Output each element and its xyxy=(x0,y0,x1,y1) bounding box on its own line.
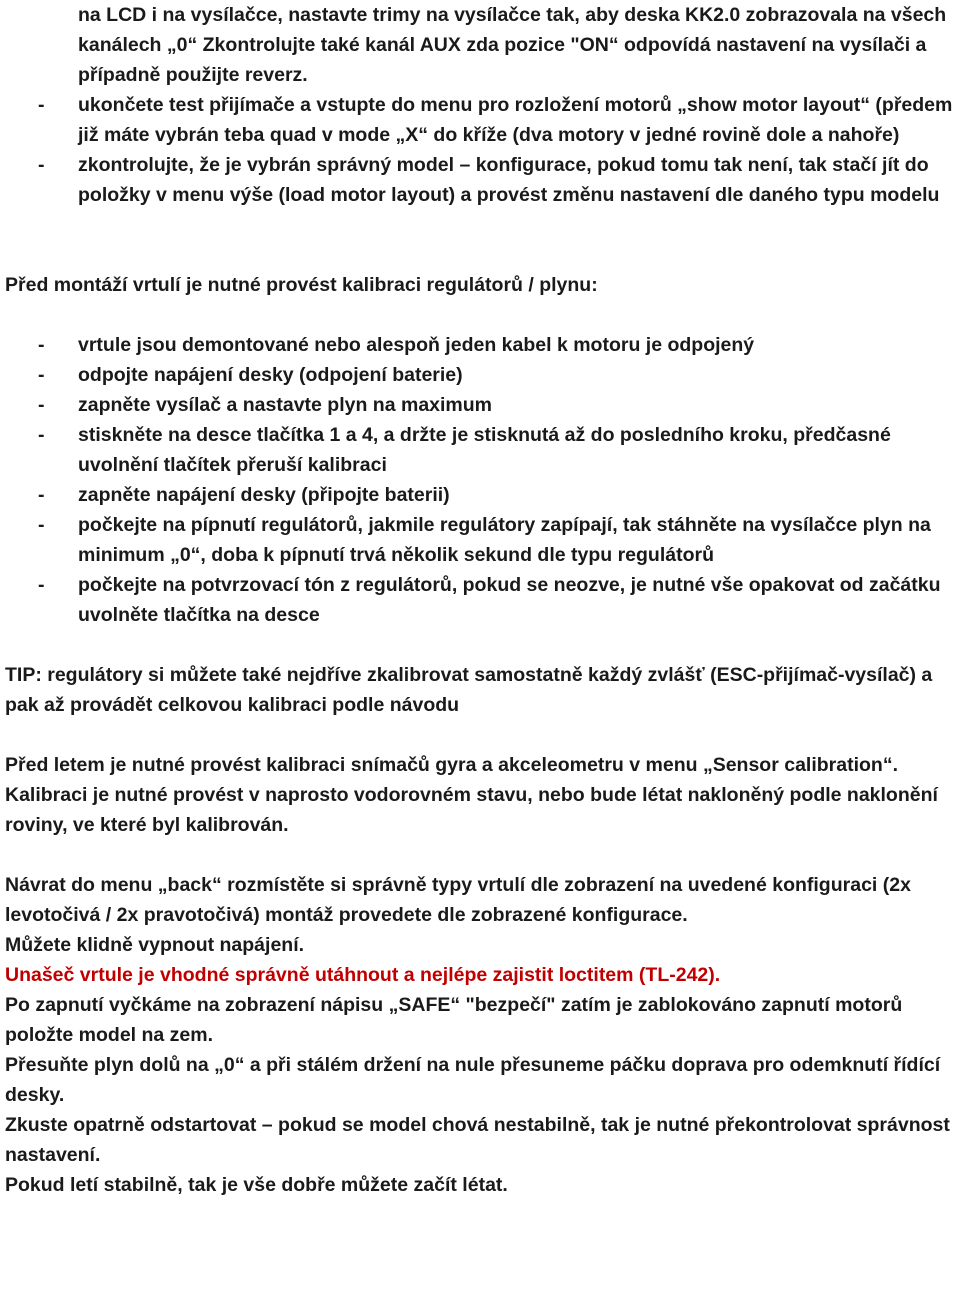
bullet-dash: - xyxy=(38,154,45,176)
list-item-text: vrtule jsou demontované nebo alespoň jeden kabel k motoru je odpojený xyxy=(78,334,755,356)
list-item-text: stiskněte na desce tlačítka 1 a 4, a držte je stisknutá až do posledního kroku, předčasné uvolnění tlačítek přeruší kalibraci xyxy=(78,424,891,476)
spacer xyxy=(0,630,960,660)
list-item-text: počkejte na potvrzovací tón z regulátorů, pokud se neozve, je nutné vše opakovat od začátku uvolněte tlačítka na desce xyxy=(78,574,941,626)
bullet-dash: - xyxy=(38,334,45,356)
list-item xyxy=(0,510,960,570)
power-off-paragraph: Můžete klidně vypnout napájení. xyxy=(5,934,305,956)
list-item-text: odpojte napájení desky (odpojení baterie) xyxy=(78,364,463,386)
safe-mode-paragraph: Po zapnutí vyčkáme na zobrazení nápisu „SAFE“ "bezpečí" zatím je zablokováno zapnutí motorů xyxy=(5,994,903,1016)
spacer xyxy=(0,300,960,330)
bullet-dash: - xyxy=(38,394,45,416)
list-item-text: ukončete test přijímače a vstupte do menu pro rozložení motorů „show motor layout“ (předem již máte vybrán teba quad v mode „X“ do kříže (dva motory v jedné rovině dole a nahoře) xyxy=(78,94,953,146)
bullet-dash: - xyxy=(38,484,45,506)
final-paragraph: Pokud letí stabilně, tak je vše dobře můžete začít létat. xyxy=(5,1174,508,1196)
list-item-text: zapněte vysílač a nastavte plyn na maximum xyxy=(78,394,493,416)
section1-intro: na LCD i na vysílačce, nastavte trimy na vysílačce tak, aby deska KK2.0 zobrazovala na všech kanálech „0“ Zkontrolujte také kanál AUX zda pozice "ON“ odpovídá nastavení na vysílači a případně použijte reverz. xyxy=(78,4,947,86)
sensor-calibration-paragraph: Před letem je nutné provést kalibraci snímačů gyra a akceleometru v menu „Sensor calibration“. xyxy=(5,754,898,776)
list-item-text: zkontrolujte, že je vybrán správný model – konfigurace, pokud tomu tak není, tak stačí jít do položky v menu výše (load motor layout) a provést změnu nastavení dle daného typu modelu xyxy=(78,154,940,206)
list-item xyxy=(0,90,960,150)
list-item-text: počkejte na pípnutí regulátorů, jakmile regulátory zapípají, tak stáhněte na vysílačce plyn na minimum „0“, doba k pípnutí trvá několik sekund dle typu regulátorů xyxy=(78,514,931,566)
list-item xyxy=(0,150,960,210)
spacer xyxy=(0,210,960,270)
bullet-dash: - xyxy=(38,364,45,386)
list-item xyxy=(0,420,960,480)
list-item-text: zapněte napájení desky (připojte baterii) xyxy=(78,484,450,506)
arming-paragraph: Přesuňte plyn dolů na „0“ a při stálém držení na nule přesuneme páčku doprava pro odemknutí řídící desky. xyxy=(5,1054,941,1106)
list-item xyxy=(0,390,960,420)
spacer xyxy=(0,720,960,750)
loctite-warning: Unašeč vrtule je vhodné správně utáhnout a nejlépe zajistit loctitem (TL-242). xyxy=(5,964,721,986)
list-item xyxy=(0,360,960,390)
spacer xyxy=(0,840,960,870)
section2-list xyxy=(0,330,960,630)
level-calibration-paragraph: Kalibraci je nutné provést v naprosto vodorovném stavu, nebo bude létat nakloněný podle naklonění roviny, ve které byl kalibrován. xyxy=(5,784,938,836)
bullet-dash: - xyxy=(38,424,45,446)
bullet-dash: - xyxy=(38,94,45,116)
list-item xyxy=(0,330,960,360)
takeoff-paragraph: Zkuste opatrně odstartovat – pokud se model chová nestabilně, tak je nutné překontrolovat správnost nastavení. xyxy=(5,1114,950,1166)
section1-list xyxy=(0,90,960,210)
list-item xyxy=(0,480,960,510)
bullet-dash: - xyxy=(38,514,45,536)
propeller-layout-paragraph: Návrat do menu „back“ rozmístěte si správně typy vrtulí dle zobrazení na uvedené konfiguraci (2x levotočivá / 2x pravotočivá) montáž provedete dle zobrazené konfigurace. xyxy=(5,874,911,926)
bullet-dash: - xyxy=(38,574,45,596)
section2-heading: Před montáží vrtulí je nutné provést kalibraci regulátorů / plynu: xyxy=(5,274,598,296)
tip-paragraph: TIP: regulátory si můžete také nejdříve zkalibrovat samostatně každý zvlášť (ESC-přijímač-vysílač) a pak až provádět celkovou kalibraci podle návodu xyxy=(5,664,933,716)
ground-paragraph: položte model na zem. xyxy=(5,1024,214,1046)
list-item xyxy=(0,570,960,630)
